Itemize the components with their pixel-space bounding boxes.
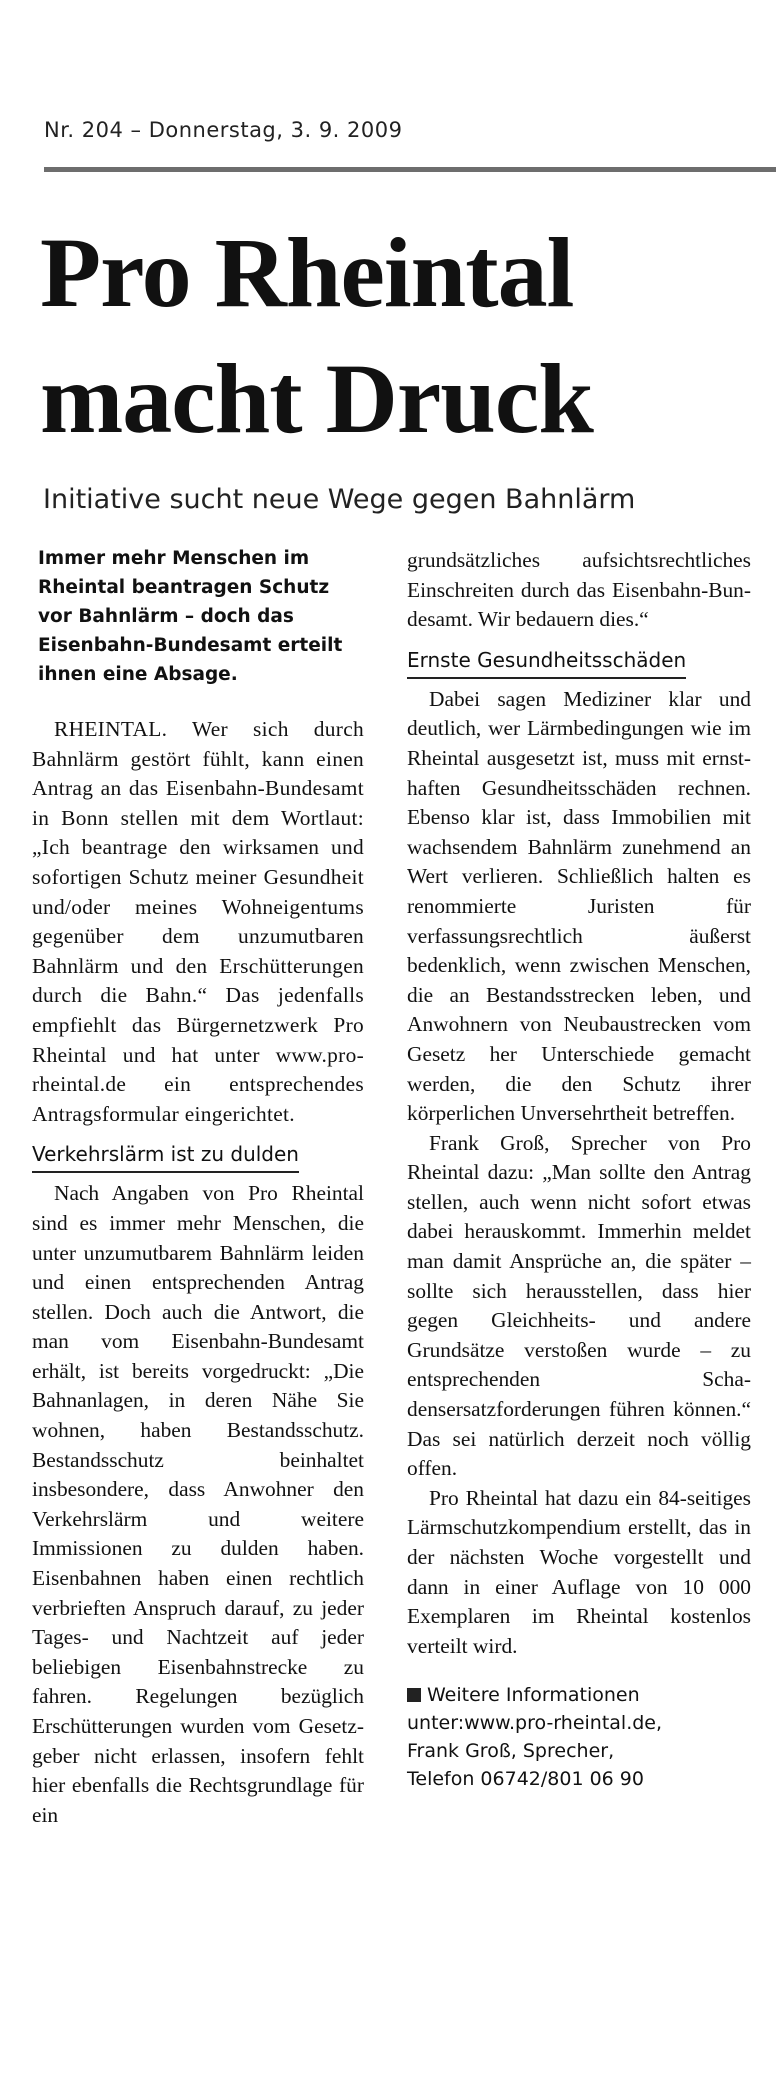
column-left xyxy=(32,544,364,1830)
info-line-2: unter:www.pro-rheintal.de, xyxy=(407,1712,663,1735)
paragraph-3: Dabei sagen Mediziner klar und deutlich, wer Lärmbedingungen wie im Rheintal ausgesetzt ist, muss mit ernsthaften Gesundheitsschäden rechnen. Ebenso klar ist, dass Immobilien mit wachsendem Bahnlärm zunehmend an Wert verlieren. Schließlich halten es renommierte Juristen für verfassungsrechtlich äußerst bedenklich, wenn zwischen Menschen, die an Bestandsstrecken leben, und Anwohnern von Neubaustrecken vom Gesetz her Unterschiede gemacht werden, die den Schutz ihrer körperlichen Unversehrtheit betreffen. xyxy=(407,686,751,1126)
paragraph-5: Pro Rheintal hat dazu ein 84-seitiges Lärmschutzkompendium erstellt, das in der nächsten Woche vorgestellt und dann in einer Auflage von 10 000 Exemplaren im Rheintal kostenlos verteilt wird. xyxy=(407,1485,751,1658)
issue-line: Nr. 204 – Donnerstag, 3. 9. 2009 xyxy=(44,118,403,142)
paragraph-1-text: Wer sich durch Bahnlärm gestört fühlt, kann einen Antrag an das Eisenbahn-Bundesamt in Bonn stellen mit dem Wortlaut: „Ich beantrage den wirksamen und sofortigen Schutz meiner Gesundheit und/oder meines Wohneigentums gegenüber dem unzumutbaren Bahnlärm und den Erschütterungen durch die Bahn.“ Das jedenfalls empfiehlt das Bürgernetzwerk Pro Rheintal und hat unter www.pro-rheintal.de ein entsprechendes Antragsformular eingerichtet. xyxy=(32,717,364,1126)
section-heading-1: Verkehrslärm ist zu dulden xyxy=(32,1139,299,1173)
info-line-3: Frank Groß, Sprecher, xyxy=(407,1740,615,1763)
info-line-4: Telefon 06742/801 06 90 xyxy=(407,1768,644,1791)
header-rule xyxy=(44,167,776,172)
column-right xyxy=(407,546,751,1793)
dateline: RHEINTAL. xyxy=(54,717,168,741)
teaser: Immer mehr Menschen im Rheintal beantragen Schutz vor Bahnlärm – doch das Eisenbahn-Bundesamt erteilt ihnen eine Absage. xyxy=(38,548,343,685)
square-bullet-icon xyxy=(407,1688,421,1702)
info-line-1: Weitere Informationen xyxy=(427,1684,640,1707)
section-heading-2: Ernste Gesundheitsschäden xyxy=(407,645,686,679)
info-box xyxy=(407,1681,751,1793)
headline-line-2: macht Druck xyxy=(40,343,593,454)
headline-line-1: Pro Rheintal xyxy=(40,217,574,328)
paragraph-2: Nach Angaben von Pro Rheintal sind es immer mehr Menschen, die unter unzumutbarem Bahnlärm leiden und einen entsprechenden Antrag stellen. Doch auch die Antwort, die man vom Eisenbahn-Bundesamt erhält, ist bereits vorgedruckt: „Die Bahnanlagen, in deren Nähe Sie wohnen, haben Bestandsschutz. Bestandsschutz beinhaltet insbesondere, dass Anwohner den Verkehrslärm und weitere Immissionen zu dulden haben. Eisenbahnen haben einen rechtlich verbrieften Anspruch darauf, zu jeder Tages- und Nachtzeit auf jeder beliebigen Eisenbahnstrecke zu fahren. Regelungen bezüglich Erschütterungen wurden vom Gesetzgeber nicht erlassen, insofern fehlt hier ebenfalls die Rechtsgrundlage für ein xyxy=(32,1181,364,1827)
subheadline: Initiative sucht neue Wege gegen Bahnlärm xyxy=(43,484,636,515)
paragraph-1 xyxy=(32,715,364,1129)
paragraph-2-continued: grundsätzliches aufsichtsrechtliches Einschreiten durch das Eisenbahn-Bundesamt. Wir bedauern dies.“ xyxy=(407,548,751,632)
headline xyxy=(40,210,760,462)
paragraph-4: Frank Groß, Sprecher von Pro Rheintal dazu: „Man sollte den Antrag stellen, auch wenn nicht sofort etwas dabei herauskommt. Immerhin meldet man damit Ansprüche an, die später – sollte sich herausstellen, dass hier gegen Gleichheits- und andere Grundsätze verstoßen wurde – zu entsprechenden Schadensersatzforderungen führen können.“ Das sei natürlich derzeit noch völlig offen. xyxy=(407,1130,751,1481)
